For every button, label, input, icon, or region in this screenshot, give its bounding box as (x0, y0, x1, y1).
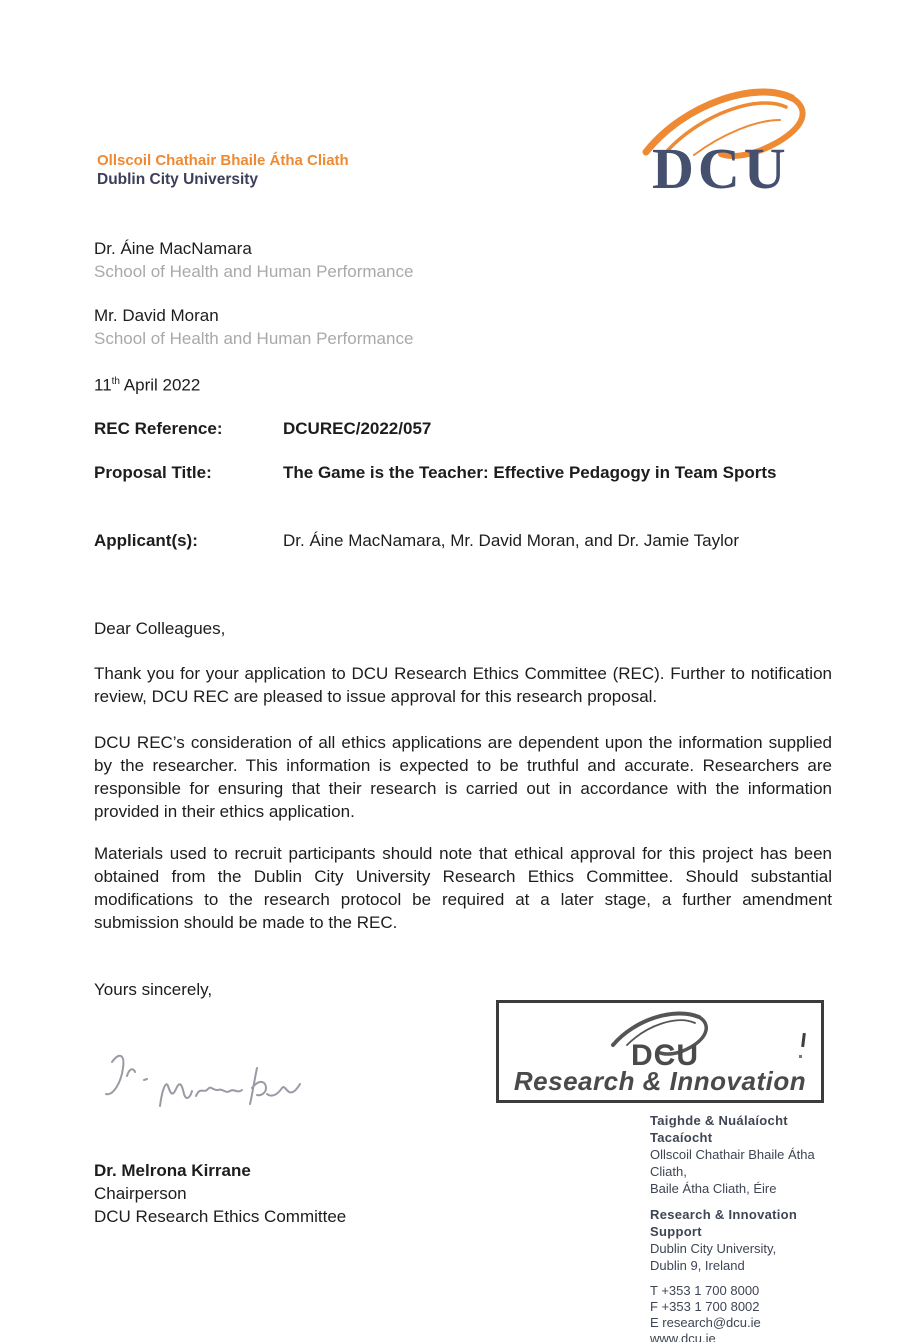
dcu-logo-text: DCU (652, 136, 790, 198)
date-day: 11 (94, 375, 112, 395)
date-rest: April 2022 (120, 375, 201, 395)
date-ordinal: th (111, 376, 120, 387)
university-wordmark (97, 151, 349, 189)
footer-contact (650, 1283, 835, 1342)
applicants-value: Dr. Áine MacNamara, Mr. David Moran, and Dr. Jamie Taylor (283, 531, 740, 550)
proposal-title-label: Proposal Title: (94, 463, 212, 482)
applicants-row (94, 529, 832, 552)
university-name-english: Dublin City University (97, 171, 259, 188)
applicants-label: Applicant(s): (94, 531, 198, 550)
footer-address-column (650, 1112, 835, 1342)
footer-email: E research@dcu.ie (650, 1315, 761, 1330)
footer-english-heading: Research & Innovation Support (650, 1207, 798, 1239)
proposal-title-value: The Game is the Teacher: Effective Pedagogy in Team Sports (283, 463, 777, 482)
stamp-ink-mark (801, 1033, 806, 1047)
footer-fax: F +353 1 700 8002 (650, 1299, 760, 1314)
body-paragraph: Thank you for your application to DCU Research Ethics Committee (REC). Further to notification review, DCU REC are pleased to issue approval for this research proposal. (94, 664, 832, 706)
rec-reference-label: REC Reference: (94, 419, 223, 438)
recipient-school: School of Health and Human Performance (94, 329, 414, 348)
footer-irish-line: Baile Átha Cliath, Éire (650, 1181, 777, 1196)
body-paragraph: Materials used to recruit participants should note that ethical approval for this project has been obtained from the Dublin City University Research Ethics Committee. Should substantial modifications to the research protocol be required at a later stage, a further amendment submission should be made to the REC. (94, 844, 832, 932)
footer-english-line: Dublin 9, Ireland (650, 1258, 745, 1273)
recipient-name: Dr. Áine MacNamara (94, 239, 252, 258)
footer-irish-address (650, 1112, 835, 1197)
stamp-dcu-logo-icon (605, 1007, 715, 1074)
stamp-ink-dot (799, 1055, 802, 1058)
research-innovation-stamp (496, 1000, 824, 1103)
footer-english-address (650, 1206, 835, 1274)
university-name-irish: Ollscoil Chathair Bhaile Átha Cliath (97, 152, 349, 169)
rec-reference-value: DCUREC/2022/057 (283, 419, 432, 438)
rec-reference-row (94, 417, 832, 440)
body-paragraph: DCU REC’s consideration of all ethics applications are dependent upon the information supplied by the researcher. This information is expected to be truthful and accurate. Researchers are responsible for ensuring that their research is carried out in accordance with the information provided in their ethics application. (94, 733, 832, 821)
stamp-dcu-text: DCU (631, 1039, 699, 1069)
letter-date (94, 370, 200, 397)
recipient-block (94, 237, 413, 283)
closing-phrase: Yours sincerely, (94, 980, 213, 999)
footer-english-line: Dublin City University, (650, 1241, 777, 1256)
signature-image (94, 1028, 304, 1133)
recipient-name: Mr. David Moran (94, 306, 219, 325)
recipient-block (94, 304, 413, 350)
signoff-committee: DCU Research Ethics Committee (94, 1207, 347, 1226)
stamp-label: Research & Innovation (513, 1066, 807, 1096)
recipient-school: School of Health and Human Performance (94, 262, 414, 281)
proposal-title-row (94, 461, 832, 484)
footer-irish-line: Ollscoil Chathair Bhaile Átha Cliath, (650, 1147, 815, 1179)
footer-website: www.dcu.ie (650, 1331, 716, 1342)
signoff-name: Dr. Melrona Kirrane (94, 1161, 251, 1180)
signoff-block (94, 1159, 346, 1228)
salutation: Dear Colleagues, (94, 619, 226, 638)
dcu-logo-icon (638, 76, 820, 203)
footer-irish-heading: Taighde & Nuálaíocht Tacaíocht (650, 1113, 788, 1145)
signoff-role: Chairperson (94, 1184, 187, 1203)
footer-telephone: T +353 1 700 8000 (650, 1283, 760, 1298)
